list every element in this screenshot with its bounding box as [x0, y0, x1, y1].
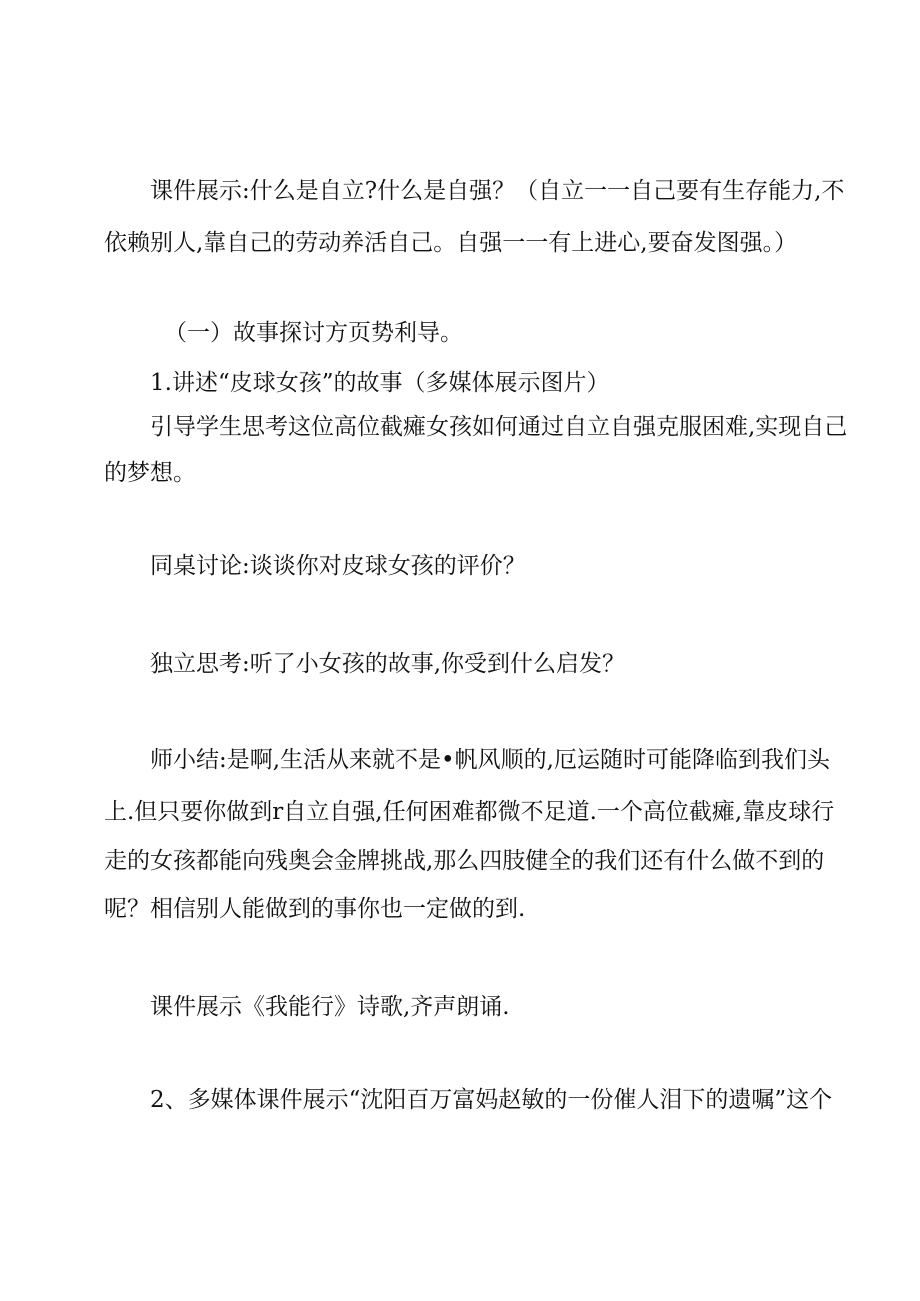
teacher-summary-line-1: 师小结:是啊,生活从来就不是•帆风顺的,厄运随时可能降临到我们头	[150, 747, 830, 773]
section-heading: （一）故事探讨方页势利导。	[164, 320, 463, 346]
teacher-summary-line-2: 上.但只要你做到r自立自强,任何困难都微不足道.一个高位截瘫,靠皮球行	[104, 799, 835, 825]
guidance-line-1: 引导学生思考这位高位截瘫女孩如何通过自立自强克服困难,实现自己	[150, 414, 848, 440]
item-1-heading: 1.讲述“皮球女孩”的故事（多媒体展示图片）	[150, 370, 610, 396]
courseware-definition-line-2: 依赖别人,靠自己的劳动养活自己。自强一一有上进心,要奋发图强。）	[104, 230, 798, 256]
teacher-summary-line-4: 呢？相信别人能做到的事你也一定做的到.	[104, 896, 526, 922]
guidance-line-2: 的梦想。	[104, 460, 196, 486]
poem-recitation: 课件展示《我能行》诗歌,齐声朗诵.	[150, 994, 510, 1020]
courseware-definition-line-1: 课件展示:什么是自立?什么是自强？（自立一一自己要有生存能力,不	[150, 178, 845, 204]
item-2-heading: 2、多媒体课件展示“沈阳百万富妈赵敏的一份催人泪下的遗嘱”这个	[150, 1087, 833, 1113]
independent-thinking: 独立思考:听了小女孩的故事,你受到什么启发？	[150, 651, 626, 677]
desk-discussion: 同桌讨论:谈谈你对皮球女孩的评价？	[150, 553, 526, 579]
teacher-summary-line-3: 走的女孩都能向残奥会金牌挑战,那么四肢健全的我们还有什么做不到的	[104, 848, 825, 874]
